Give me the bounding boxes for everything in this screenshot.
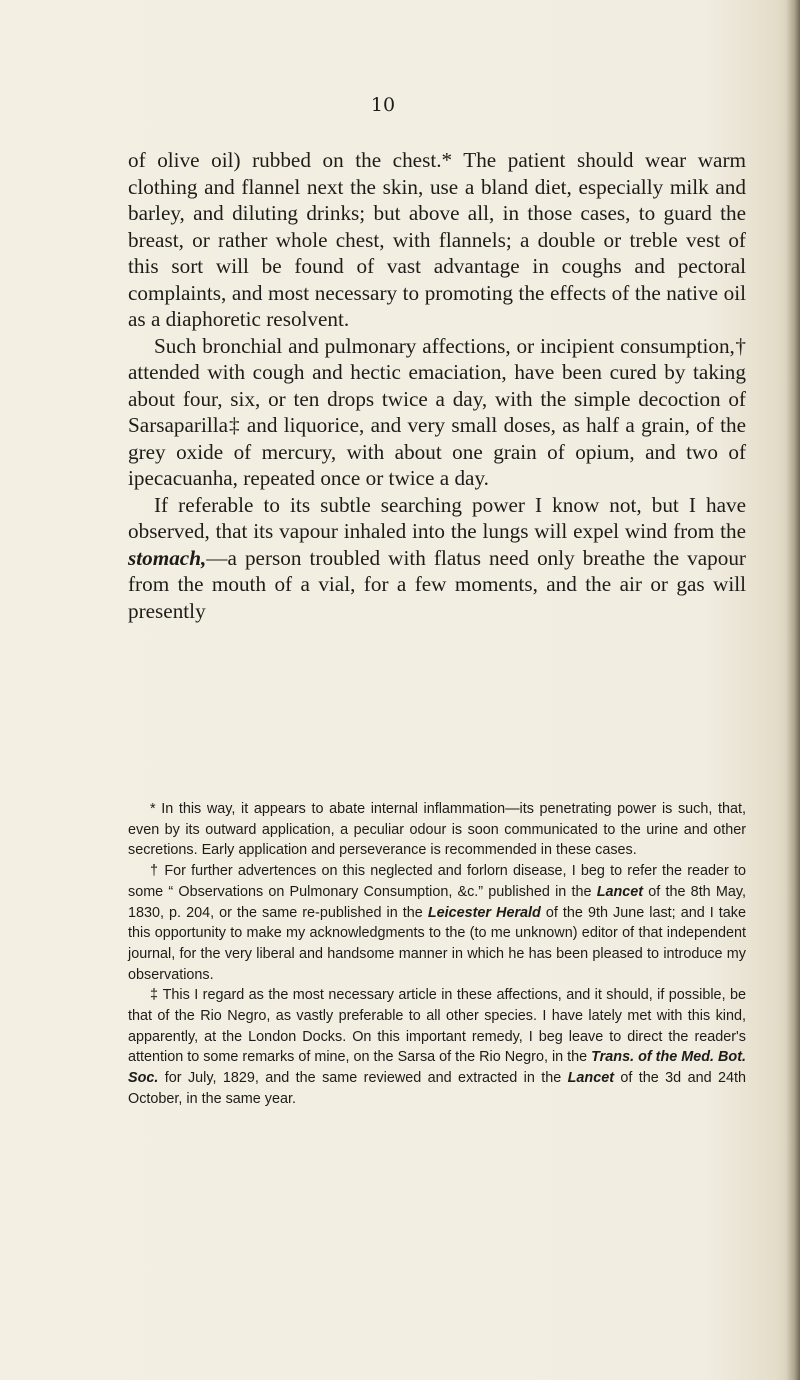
paragraph-3-text-a: If referable to its subtle searching power I know not, but I have observed, that its vapour inhaled into the lungs will expel wind from the	[128, 492, 746, 543]
footnote-dagger-lancet: Lancet	[596, 883, 644, 900]
footnote-asterisk: * In this way, it appears to abate internal inflammation—its penetrating power is such, that, even by its outward application, a peculiar odour is soon communicated to the urine and other secretions. Early application and perseverance is recommended in these cases.	[128, 801, 746, 859]
footnote-dagger-text-a: † For further advertences on this neglected and forlorn disease, I beg to refer the reader to some “ Observations on Pulmonary Consumption, &c.” published in the	[128, 863, 746, 900]
paragraph-3	[128, 492, 746, 625]
footnote-dagger-herald: Leicester Herald	[427, 904, 541, 921]
page-edge-shadow	[786, 0, 800, 1380]
footnote-dagger-text-c: of the 9th June last; and I take this opportunity to make my acknowledgments to the (to me unknown) editor of that independent journal, for the very liberal and handsome manner in which he has been pleased to introduce my observations.	[128, 904, 747, 983]
footnotes	[128, 799, 746, 1110]
footnote-ddagger-text-a: ‡ This I regard as the most necessary article in these affections, and it should, if possible, be that of the Rio Negro, as vastly preferable to all other species. I have lately met with this kind, apparently, at the London Docks. On this important remedy, I beg leave to direct the reader's attention to some remarks of mine, on the Sarsa of the Rio Negro, in the	[128, 987, 746, 1066]
footnote-ddagger-text-b: for July, 1829, and the same reviewed and extracted in the	[158, 1070, 568, 1087]
page-number: 10	[370, 94, 396, 116]
footnote-ddagger-text-c: of the 3d and 24th October, in the same year.	[128, 1070, 746, 1107]
paragraph-3-italic: stomach,	[128, 545, 207, 570]
footnote-dagger-text-b: of the 8th May, 1830, p. 204, or the same re-published in the	[128, 883, 746, 921]
main-text	[128, 147, 746, 624]
paragraph-2: Such bronchial and pulmonary affections, or incipient consumption,† attended with cough and hectic emaciation, have been cured by taking about four, six, or ten drops twice a day, with the simple decoction of Sarsaparilla‡ and liquorice, and very small doses, as half a grain, of the grey oxide of mercury, with about one grain of opium, and two of ipecacuanha, repeated once or twice a day.	[128, 333, 746, 490]
footnote-ddagger-trans: Trans. of the Med. Bot. Soc.	[128, 1049, 746, 1087]
footnote-ddagger-lancet: Lancet	[567, 1070, 614, 1087]
paragraph-1: of olive oil) rubbed on the chest.* The patient should wear warm clothing and flannel next the skin, use a bland diet, especially milk and barley, and diluting drinks; but above all, in those cases, to guard the breast, or rather whole chest, with flannels; a double or treble vest of this sort will be found of vast advantage in coughs and pectoral complaints, and most necessary to promoting the effects of the native oil as a diaphoretic resolvent.	[128, 148, 746, 331]
paragraph-3-text-b: —a person troubled with flatus need only breathe the vapour from the mouth of a vial, for a few moments, and the air or gas will presently	[128, 545, 746, 623]
footnote-dagger	[128, 861, 746, 985]
footnote-double-dagger	[128, 985, 746, 1109]
